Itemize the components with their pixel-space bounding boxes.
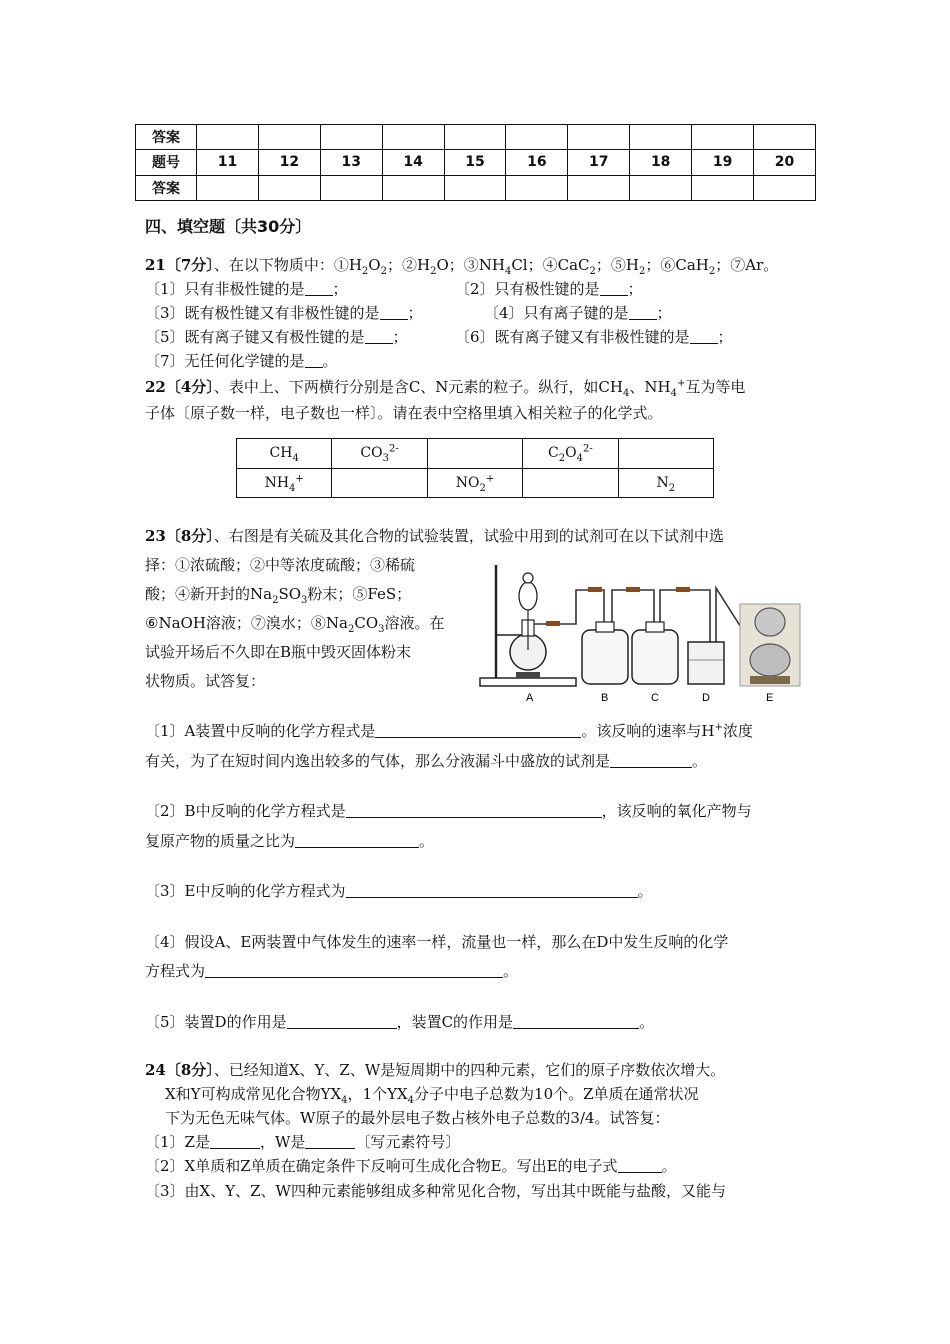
label-a: A xyxy=(526,692,534,704)
answer-blank[interactable] xyxy=(618,1158,662,1173)
blank-cell[interactable] xyxy=(618,439,713,469)
q23-part-4b: 方程式为 。 xyxy=(145,962,519,980)
apparatus-diagram xyxy=(476,560,806,710)
q21-stem xyxy=(145,256,778,276)
answer-cell[interactable] xyxy=(444,175,506,200)
q21-option-5: 〔5〕既有离子键又有极性键的是 ； xyxy=(145,328,408,346)
q21-text: 、在以下物质中：①H xyxy=(213,256,362,274)
tube-a-b xyxy=(534,590,604,630)
formula-cell: $CH_4$ xyxy=(237,439,332,469)
question-number: 11 xyxy=(197,150,259,175)
q22-stem: 22〔4分〕、表中上、下两横行分别是含C、N元素的粒子。纵行，如$CH_4$、$NH_4^+$互为等电 xyxy=(145,378,746,399)
q23-part-2b: 复原产物的质量之比为 。 xyxy=(145,832,435,850)
q21-option-6: 〔6〕既有离子键又有非极性键的是 ； xyxy=(455,328,733,346)
q21-text: O xyxy=(368,256,381,274)
answer-blank[interactable] xyxy=(305,353,323,368)
answer-blank[interactable] xyxy=(610,753,692,768)
q24-option-2: 〔2〕X单质和Z单质在确定条件下反响可生成化合物E。写出E的电子式 。 xyxy=(145,1157,677,1175)
question-number: 17 xyxy=(568,150,630,175)
q23-reagents-1: 择：①浓硫酸；②中等浓度硫酸；③稀硫 xyxy=(145,556,416,574)
answer-cell[interactable] xyxy=(754,125,816,150)
q22-number: 22〔4分〕 xyxy=(145,378,214,396)
bottle-b-neck xyxy=(596,622,614,632)
table-row xyxy=(237,468,714,498)
question-number: 14 xyxy=(382,150,444,175)
q23-stem: 23〔8分〕、右图是有关硫及其化合物的试验装置，试验中用到的试剂可在以下试剂中选 xyxy=(145,527,724,545)
subscript: 2 xyxy=(430,266,437,277)
question-number: 20 xyxy=(754,150,816,175)
rubber-joint xyxy=(626,587,640,592)
answer-blank[interactable] xyxy=(287,1014,397,1029)
question-number: 15 xyxy=(444,150,506,175)
q21-option-7: 〔7〕无任何化学键的是 。 xyxy=(145,352,338,370)
formula-cell: $NO_2^+$ xyxy=(427,468,522,498)
lamp-a xyxy=(516,672,540,678)
label-b: B xyxy=(601,692,609,704)
label-d: D xyxy=(702,692,710,704)
q23-part-5: 〔5〕装置D的作用是 ，装置C的作用是 。 xyxy=(145,1013,655,1031)
answer-cell[interactable] xyxy=(754,175,816,200)
question-number: 19 xyxy=(692,150,754,175)
answer-cell[interactable] xyxy=(258,125,320,150)
answer-cell[interactable] xyxy=(692,175,754,200)
answer-blank[interactable] xyxy=(375,723,581,738)
answer-cell[interactable] xyxy=(506,175,568,200)
q23-part-1b: 有关，为了在短时间内逸出较多的气体，那么分液漏斗中盛放的试剂是 。 xyxy=(145,752,708,770)
answer-cell[interactable] xyxy=(692,125,754,150)
generator-e-stand xyxy=(750,676,790,684)
answer-blank[interactable] xyxy=(690,329,718,344)
q21-text: Cl；④CaC xyxy=(511,256,590,274)
formula-cell: $N_2$ xyxy=(618,468,713,498)
answer-cell[interactable] xyxy=(630,125,692,150)
table-row xyxy=(136,175,816,200)
answer-blank[interactable] xyxy=(629,305,657,320)
beaker-d xyxy=(688,642,724,684)
q23-line-6: 状物质。试答复： xyxy=(145,672,266,690)
answer-row-header: 答案 xyxy=(136,175,197,200)
answer-cell[interactable] xyxy=(568,125,630,150)
answer-cell[interactable] xyxy=(444,125,506,150)
answer-blank[interactable] xyxy=(205,963,503,978)
table-row xyxy=(136,125,816,150)
subscript: 2 xyxy=(589,266,596,277)
q24-option-1: 〔1〕Z是 ，W是 〔写元素符号〕 xyxy=(145,1133,461,1151)
answer-blank[interactable] xyxy=(305,281,333,296)
q23-reagents-3: ⑥NaOH溶液；⑦溴水；$⑧Na_2CO_3$溶液。在 xyxy=(145,614,445,635)
table-row xyxy=(136,150,816,175)
answer-blank[interactable] xyxy=(380,305,408,320)
answer-cell[interactable] xyxy=(258,175,320,200)
subscript: 2 xyxy=(361,266,369,277)
answer-blank[interactable] xyxy=(295,833,419,848)
subscript: 2 xyxy=(638,266,646,277)
q24-number: 24〔8分〕 xyxy=(145,1061,214,1079)
q21-option-1: 〔1〕只有非极性键的是 ； xyxy=(145,280,348,298)
answer-cell[interactable] xyxy=(320,175,382,200)
subscript: 2 xyxy=(380,266,387,277)
funnel-stopper xyxy=(523,573,533,583)
q21-option-3: 〔3〕既有极性键又有非极性键的是 ； xyxy=(145,304,423,322)
formula-cell: $CO_3^{2-}$ xyxy=(332,439,427,469)
bottle-c-neck xyxy=(646,622,664,632)
q21-option-4: 〔4〕只有离子键的是 ； xyxy=(484,304,672,322)
answer-cell[interactable] xyxy=(506,125,568,150)
question-number-header: 题号 xyxy=(136,150,197,175)
answer-cell[interactable] xyxy=(382,125,444,150)
q21-number: 21〔7分〕 xyxy=(145,256,214,274)
generator-e-bottom xyxy=(750,644,790,676)
generator-e-top xyxy=(755,608,785,636)
question-number: 13 xyxy=(320,150,382,175)
subscript: 4 xyxy=(504,266,512,277)
q23-part-2: 〔2〕B中反响的化学方程式是 ，该反响的氧化产物与 xyxy=(145,802,752,820)
stand-base xyxy=(480,678,576,686)
table-row xyxy=(237,439,714,469)
q21-text: ；⑦Ar。 xyxy=(715,256,779,274)
q23-part-4: 〔4〕假设A、E两装置中气体发生的速率一样，流量也一样，那么在D中发生反响的化学 xyxy=(145,933,729,951)
label-c: C xyxy=(651,692,659,704)
q21-option-2: 〔2〕只有极性键的是 ； xyxy=(455,280,643,298)
q24-line-3: 下为无色无味气体。W原子的最外层电子数占核外电子总数的3/4。试答复： xyxy=(165,1109,670,1127)
answer-cell[interactable] xyxy=(197,125,259,150)
q21-text: ；⑥CaH xyxy=(645,256,709,274)
question-number: 16 xyxy=(506,150,568,175)
answer-blank[interactable] xyxy=(513,1014,639,1029)
rubber-joint xyxy=(546,621,560,626)
q22-line-2: 子体〔原子数一样，电子数也一样〕。请在表中空格里填入相关粒子的化学式。 xyxy=(145,404,663,422)
answer-blank[interactable] xyxy=(346,803,602,818)
bottle-c xyxy=(632,630,678,684)
separatory-funnel xyxy=(519,582,537,610)
q21-text: ；⑤H xyxy=(595,256,639,274)
q21-text: ；②H xyxy=(386,256,431,274)
q23-part-3: 〔3〕E中反响的化学方程式为 。 xyxy=(145,882,653,900)
bottle-b xyxy=(582,630,628,684)
q21-text: O；③NH xyxy=(436,256,505,274)
answer-row-header: 答案 xyxy=(136,125,197,150)
answer-blank[interactable] xyxy=(346,883,638,898)
question-number: 12 xyxy=(258,150,320,175)
q24-option-3: 〔3〕由X、Y、Z、W四种元素能够组成多种常见化合物，写出其中既能与盐酸，又能与 xyxy=(145,1182,726,1200)
label-e: E xyxy=(766,692,774,704)
answer-cell[interactable] xyxy=(197,175,259,200)
answer-blank[interactable] xyxy=(210,1134,260,1149)
isoelectronic-table xyxy=(236,438,714,498)
rubber-joint xyxy=(588,587,602,592)
q24-stem: 24〔8分〕、已经知道X、Y、Z、W是短周期中的四种元素，它们的原子序数依次增大。 xyxy=(145,1061,726,1079)
q23-line-5: 试验开场后不久即在B瓶中毁灭固体粉末 xyxy=(145,643,412,661)
q24-line-2: X和Y可构成常见化合物$YX_4$，1个$YX_4$分子中电子总数为10个。Z单质在通常状况 xyxy=(165,1085,699,1106)
question-number: 18 xyxy=(630,150,692,175)
subscript: 2 xyxy=(708,266,716,277)
rubber-joint xyxy=(676,587,690,592)
formula-cell: $NH_4^+$ xyxy=(237,468,332,498)
q23-part-1: 〔1〕A装置中反响的化学方程式是 。该反响的速率与H+浓度 xyxy=(145,722,753,740)
blank-cell[interactable] xyxy=(427,439,522,469)
answer-blank[interactable] xyxy=(305,1134,355,1149)
answer-cell[interactable] xyxy=(320,125,382,150)
answer-cell[interactable] xyxy=(568,175,630,200)
blank-cell[interactable] xyxy=(523,468,618,498)
formula-cell: $C_2O_4^{2-}$ xyxy=(523,439,618,469)
answer-blank[interactable] xyxy=(600,281,628,296)
answer-table xyxy=(135,124,816,201)
answer-cell[interactable] xyxy=(630,175,692,200)
blank-cell[interactable] xyxy=(332,468,427,498)
section-title: 四、填空题〔共30分〕 xyxy=(145,217,312,236)
q23-reagents-2: 酸；④新开封的$Na_2SO_3$粉末；⑤FeS； xyxy=(145,585,412,606)
q23-number: 23〔8分〕 xyxy=(145,527,214,545)
answer-cell[interactable] xyxy=(382,175,444,200)
answer-blank[interactable] xyxy=(365,329,393,344)
